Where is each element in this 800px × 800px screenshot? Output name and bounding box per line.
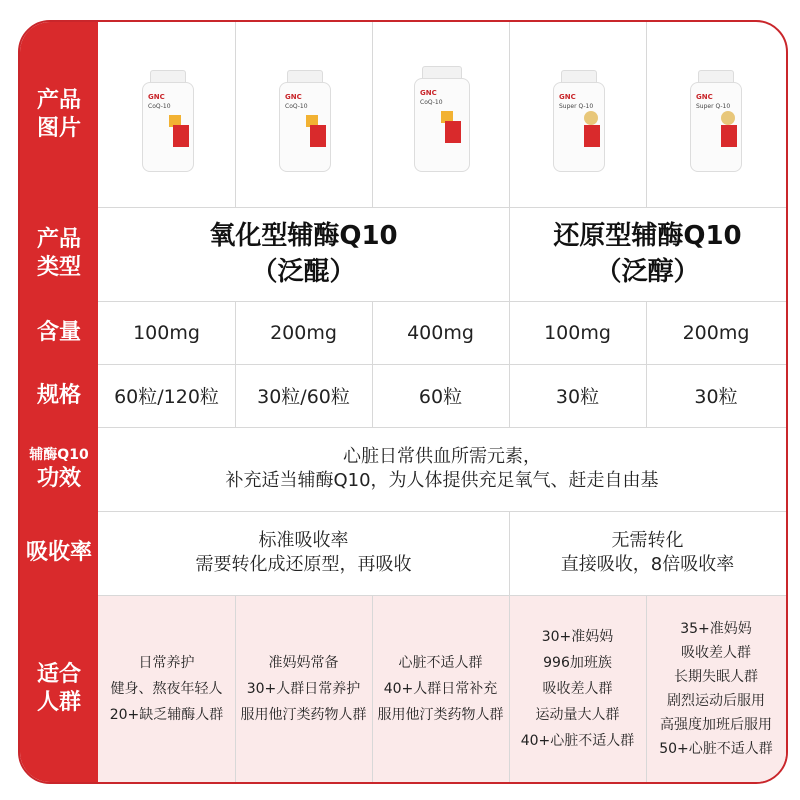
- spec-cell: 60粒: [418, 386, 463, 408]
- product-image-bottle: GNC Super Q-10: [690, 70, 740, 170]
- spec-cell: 30粒/60粒: [257, 386, 350, 408]
- label-product-type: 产品 类型: [36, 227, 81, 280]
- product-image-bottle: GNC CoQ-10: [279, 70, 329, 170]
- content-cell: 100mg: [544, 321, 611, 344]
- col-divider: [646, 22, 647, 207]
- absorption-reduced: 无需转化 直接吸收，8倍吸收率: [560, 530, 735, 575]
- row-label-column: [20, 22, 98, 782]
- content-cell: 200mg: [682, 321, 750, 344]
- label-effect: 辅酶Q10 功效: [29, 447, 89, 491]
- spec-cell: 60粒/120粒: [114, 386, 219, 408]
- col-divider: [509, 22, 510, 207]
- label-absorption: 吸收率: [25, 540, 92, 565]
- col-divider: [372, 22, 373, 207]
- spec-cell: 30粒: [694, 386, 738, 408]
- label-spec: 规格: [36, 382, 81, 408]
- content-cell: 400mg: [407, 321, 474, 344]
- label-audience: 适合 人群: [36, 661, 81, 715]
- audience-cell: 准妈妈常备 30+人群日常养护 服用他汀类药物人群: [240, 654, 367, 723]
- label-product-image: 产品 图片: [36, 87, 81, 141]
- audience-cell: 心脏不适人群 40+人群日常补充 服用他汀类药物人群: [377, 654, 504, 723]
- audience-cell: 30+准妈妈 996加班族 吸收差人群 运动量大人群 40+心脏不适人群: [520, 628, 635, 749]
- product-image-bottle: GNC CoQ-10: [142, 70, 192, 170]
- col-divider: [235, 22, 236, 207]
- content-cell: 200mg: [270, 321, 337, 344]
- product-image-bottle: GNC CoQ-10: [414, 66, 468, 170]
- content-cell: 100mg: [133, 321, 200, 344]
- effect-cell: 心脏日常供血所需元素， 补充适当辅酶Q10，为人体提供充足氧气、赶走自由基: [225, 446, 659, 491]
- spec-cell: 30粒: [555, 386, 600, 408]
- absorption-oxidized: 标准吸收率 需要转化成还原型，再吸收: [195, 530, 412, 575]
- audience-cell: 35+准妈妈 吸收差人群 长期失眠人群 剧烈运动后服用 高强度加班后服用 50+心脏不适人群: [659, 620, 773, 757]
- comparison-table: [18, 20, 788, 784]
- type-oxidized: 氧化型辅酶Q10 （泛醌）: [209, 221, 398, 287]
- table-grid: [98, 22, 786, 782]
- type-reduced: 还原型辅酶Q10 （泛醇）: [553, 221, 742, 287]
- label-content: 含量: [36, 319, 81, 345]
- product-image-bottle: GNC Super Q-10: [553, 70, 603, 170]
- audience-cell: 日常养护 健身、熬夜年轻人 20+缺乏辅酶人群: [109, 654, 224, 723]
